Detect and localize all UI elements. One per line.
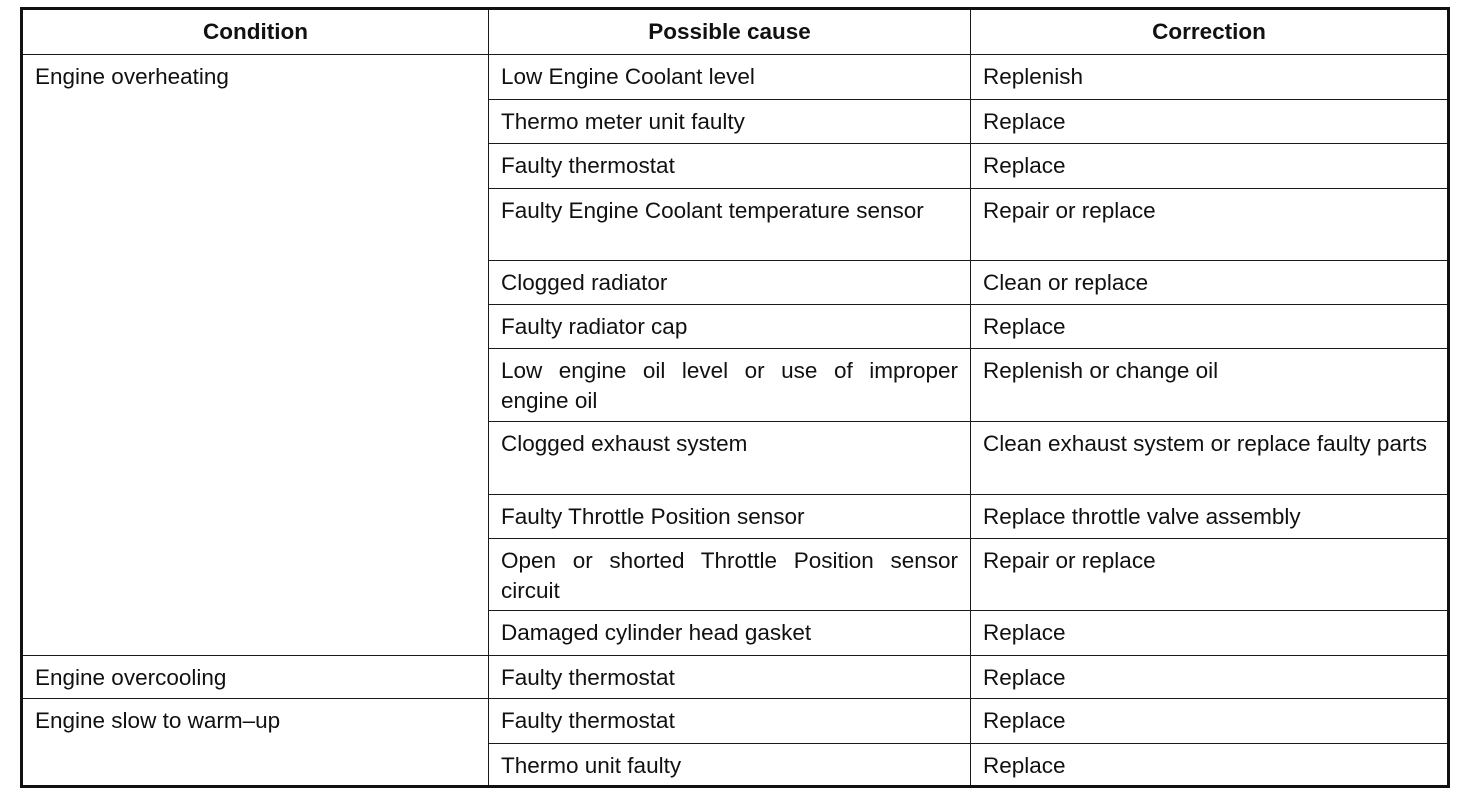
correction-cell: Clean exhaust system or replace faulty parts: [971, 422, 1449, 495]
correction-cell: Replace: [971, 611, 1449, 656]
table-row: [22, 656, 1449, 699]
possible-cause-cell: Clogged exhaust system: [489, 422, 971, 495]
table-row: [22, 55, 1449, 100]
possible-cause-cell: Faulty radiator cap: [489, 305, 971, 349]
possible-cause-cell: Faulty Engine Coolant temperature sensor: [489, 189, 971, 261]
possible-cause-cell: Damaged cylinder head gasket: [489, 611, 971, 656]
possible-cause-cell: Low engine oil level or use of improper engine oil: [489, 349, 971, 422]
troubleshooting-table: [20, 7, 1450, 788]
possible-cause-cell: Clogged radiator: [489, 261, 971, 305]
correction-cell: Repair or replace: [971, 539, 1449, 611]
possible-cause-cell: Faulty thermostat: [489, 656, 971, 699]
table-body: [22, 55, 1449, 787]
correction-cell: Replace: [971, 656, 1449, 699]
possible-cause-cell: Open or shorted Throttle Position sensor circuit: [489, 539, 971, 611]
correction-cell: Replace: [971, 699, 1449, 744]
header-condition: Condition: [22, 9, 489, 55]
correction-cell: Replace: [971, 305, 1449, 349]
correction-cell: Replace: [971, 744, 1449, 787]
header-correction: Correction: [971, 9, 1449, 55]
correction-cell: Replenish or change oil: [971, 349, 1449, 422]
table-row: [22, 699, 1449, 744]
possible-cause-cell: Thermo unit faulty: [489, 744, 971, 787]
correction-cell: Replace throttle valve assembly: [971, 495, 1449, 539]
correction-cell: Replenish: [971, 55, 1449, 100]
possible-cause-cell: Low Engine Coolant level: [489, 55, 971, 100]
correction-cell: Clean or replace: [971, 261, 1449, 305]
possible-cause-cell: Faulty thermostat: [489, 699, 971, 744]
header-possible-cause: Possible cause: [489, 9, 971, 55]
possible-cause-cell: Faulty Throttle Position sensor: [489, 495, 971, 539]
possible-cause-cell: Faulty thermostat: [489, 144, 971, 189]
correction-cell: Replace: [971, 100, 1449, 144]
correction-cell: Repair or replace: [971, 189, 1449, 261]
condition-cell: Engine slow to warm–up: [22, 699, 489, 787]
table-header-row: [22, 9, 1449, 55]
correction-cell: Replace: [971, 144, 1449, 189]
possible-cause-cell: Thermo meter unit faulty: [489, 100, 971, 144]
condition-cell: Engine overcooling: [22, 656, 489, 699]
condition-cell: Engine overheating: [22, 55, 489, 656]
